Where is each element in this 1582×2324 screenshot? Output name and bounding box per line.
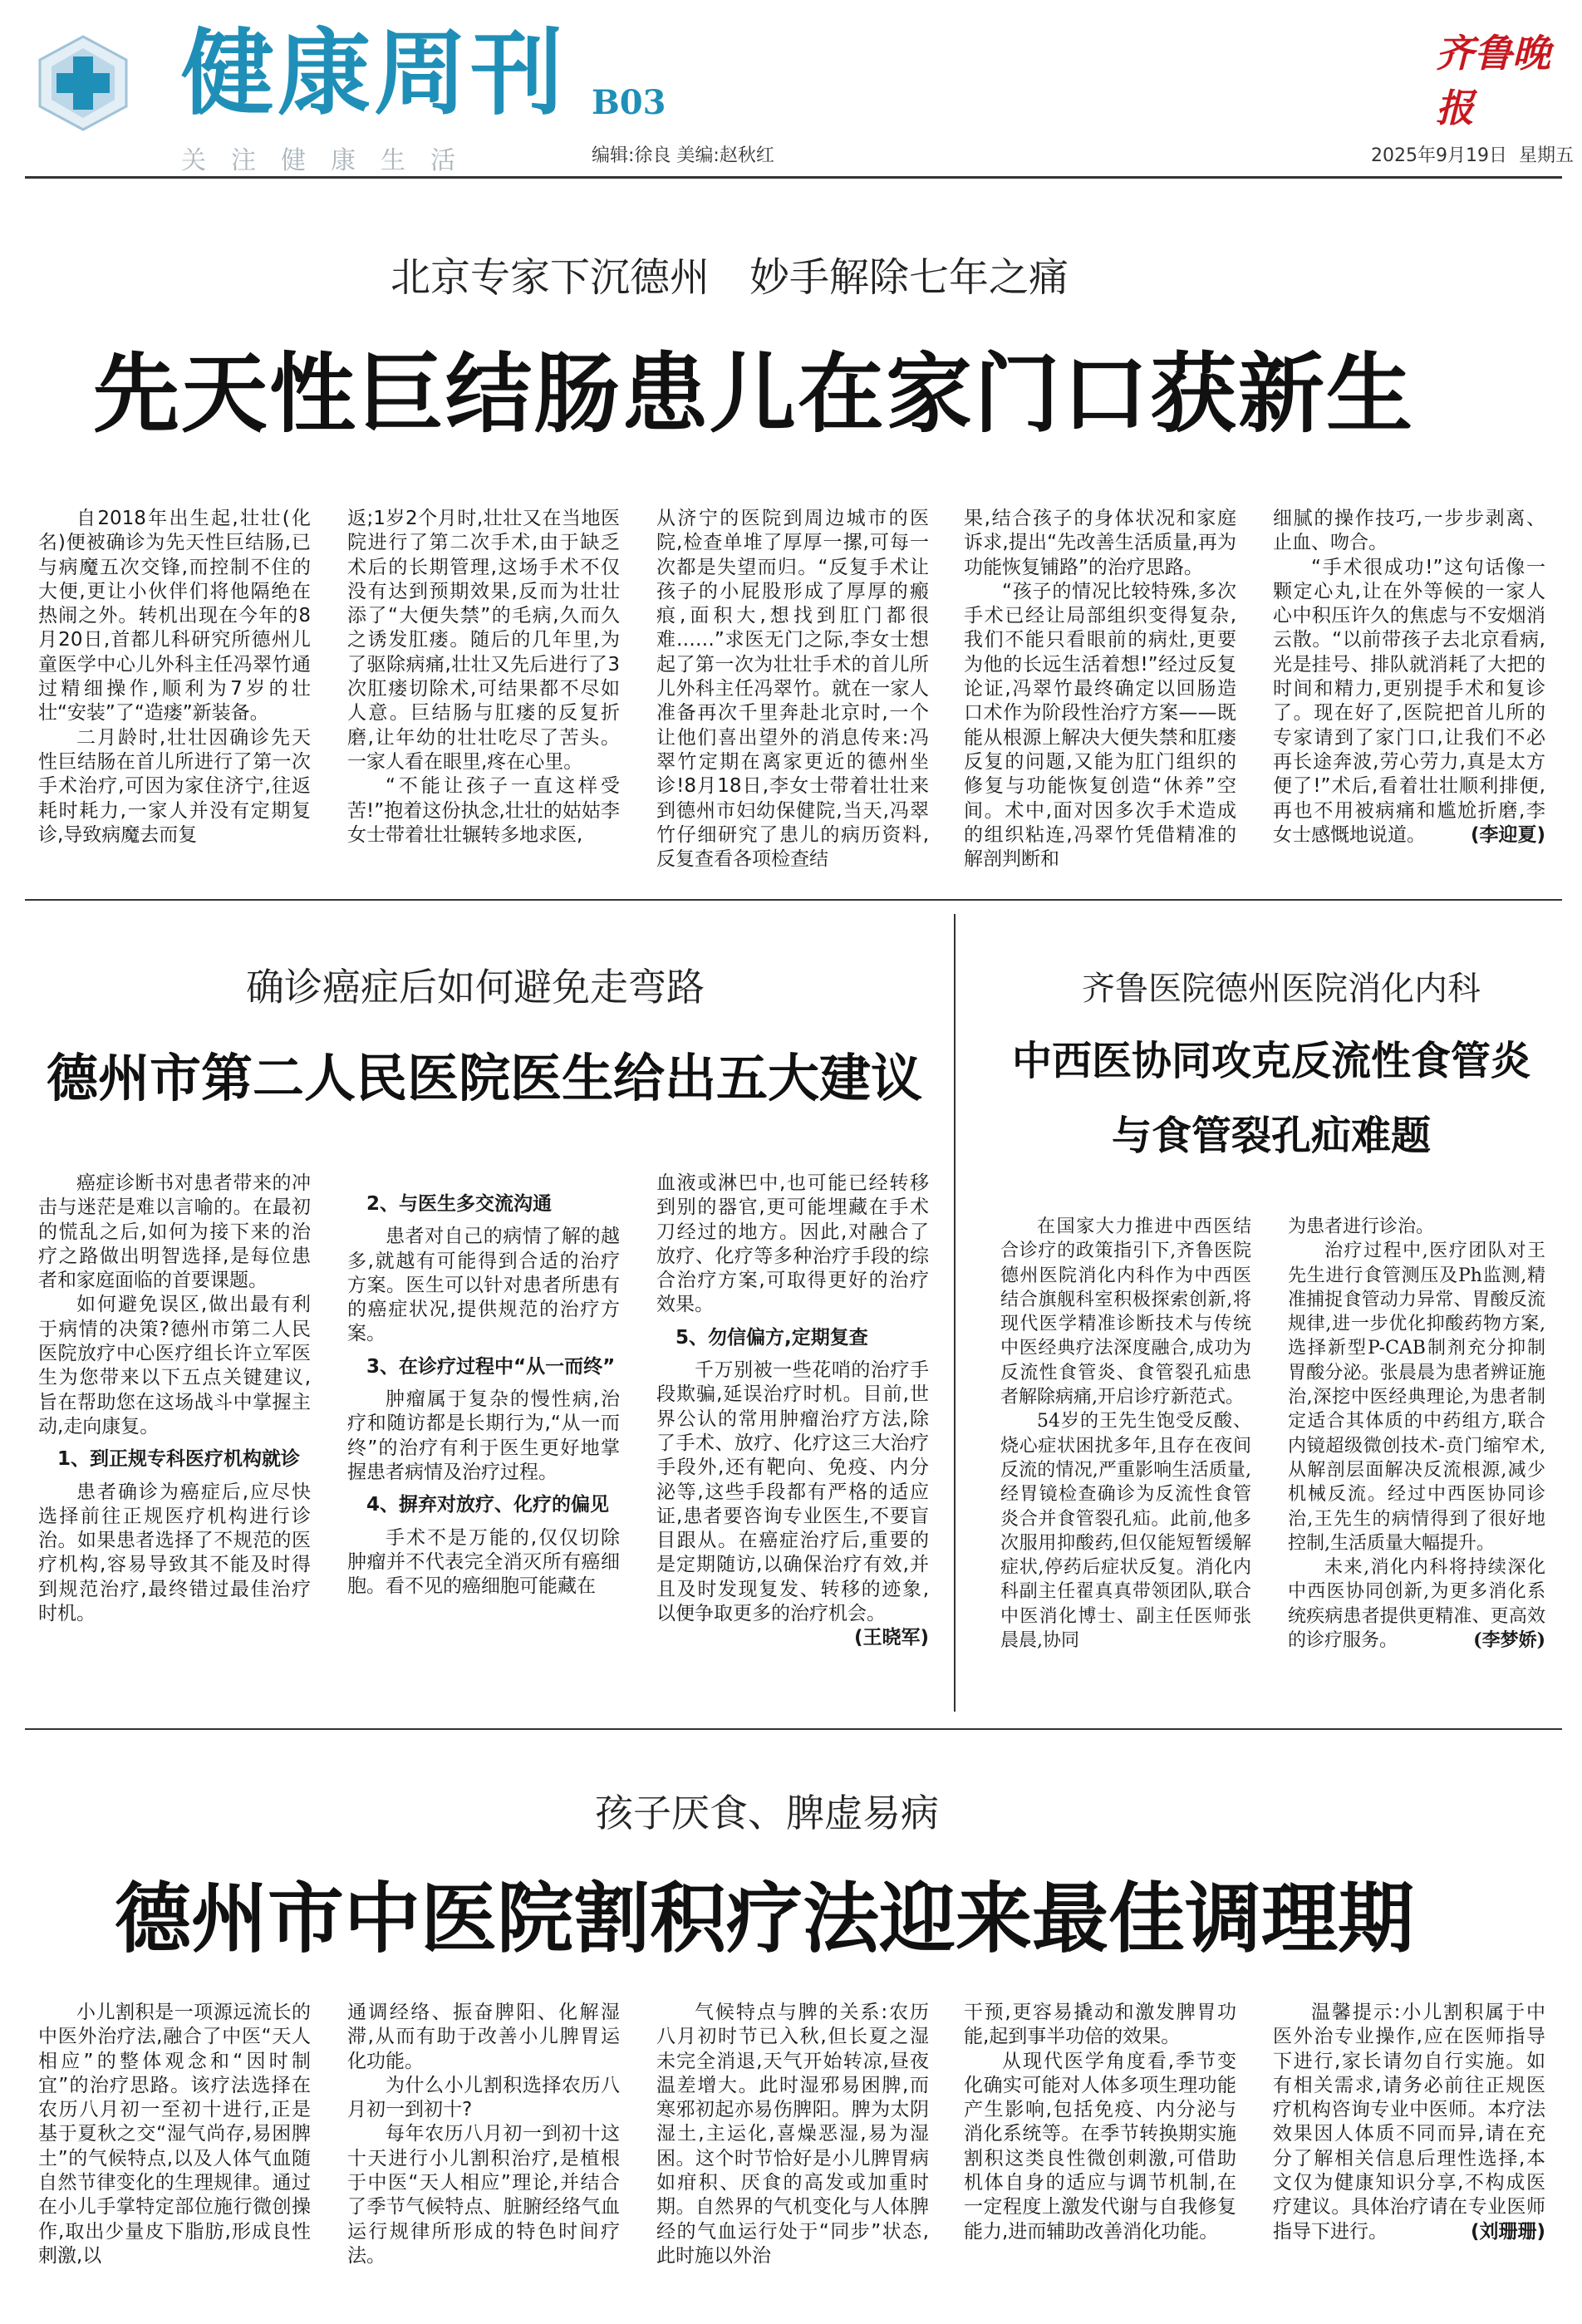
page-number: B03 [592, 83, 666, 122]
article3-headline-line2: 与食管裂孔疝难题 [1112, 1113, 1432, 1159]
article1-byline: (李迎夏) [1470, 823, 1545, 846]
column-divider [954, 914, 956, 1712]
section-slogan: 关注健康生活 [181, 146, 480, 175]
publication-date [1371, 141, 1574, 167]
advice-heading-4: 4、摒弃对放疗、化疗的偏见 [366, 1494, 610, 1516]
article3-column-2: 为患者进行诊治。 治疗过程中,医疗团队对王先生进行食管测压及Ph监测,精准捕捉食管动力异常、胃酸反流规律,进一步优化抑酸药物方案,选择新型P-CAB制剂充分抑制胃酸分泌。张晨晨为患者辨证施治,深挖中医经典理论,为患者制定适合其体质的中药组方,联合内镜超级微创技术-贲门缩窄术,从解剖层面解决反流根源,减少机械反流。经过中西医协同诊治,王先生的病情得到了很好地控制,生活质量大幅提升。 未来,消化内科将持续深化中西医协同创新,为更多消化系统疾病患者提供更精准、更高效的诊疗服务。 (李梦娇) [1288, 1215, 1545, 1695]
article1-column-2: 返;1岁2个月时,壮壮又在当地医院进行了第二次手术,由于缺乏术后的长期管理,这场手术不仅没有达到预期效果,反而为壮壮添了“大便失禁”的毛病,久而久之诱发肛瘘。随后的几年里,为了驱除病痛,壮壮又先后进行了3次肛瘘切除术,可结果都不尽如人意。巨结肠与肛瘘的反复折磨,让年幼的壮壮吃尽了苦头。一家人看在眼里,疼在心里。 “不能让孩子一直这样受苦!”抱着这份执念,壮壮的姑姑李女士带着壮壮辗转多地求医, [347, 508, 620, 846]
section-divider [25, 899, 1562, 901]
article3-kicker: 齐鲁医院德州医院消化内科 [1082, 970, 1481, 1008]
article2-headline: 德州市第二人民医院医生给出五大建议 [47, 1048, 923, 1108]
article1-column-3: 从济宁的医院到周边城市的医院,检查单堆了厚厚一摞,可每一次都是失望而归。“反复手术让孩子的小屁股形成了厚厚的瘢痕,面积大,想找到肛门都很难……”求医无门之际,李女士想起了第一次为壮壮手术的首儿所儿外科主任冯翠竹。就在一家人准备再次千里奔赴北京时,一个让他们喜出望外的消息传来:冯翠竹定期在离家更近的德州坐诊!8月18日,李女士带着壮壮来到德州市妇幼保健院,当天,冯翠竹仔细研究了患儿的病历资料,反复查看各项检查结 [656, 508, 929, 871]
article4-column-5: 温馨提示:小儿割积属于中医外治专业操作,应在医师指导下进行,家长请勿自行实施。如有相关需求,请务必前往正规医疗机构咨询专业中医师。本疗法效果因人体质不同而异,请在充分了解相关信息后理性选择,本文仅为健康知识分享,不构成医疗建议。具体治疗请在专业医师指导下进行。 (刘珊珊) [1273, 2001, 1545, 2296]
article1-column-1: 自2018年出生起,壮壮(化名)便被确诊为先天性巨结肠,已与病魔五次交锋,而控制不住的大便,更让小伙伴们将他隔绝在热闹之外。转机出现在今年的8月20日,首都儿科研究所德州儿童医学中心儿外科主任冯翠竹通过精细操作,顺利为7岁的壮壮“安装”了“造瘘”新装备。 二月龄时,壮壮因确诊先天性巨结肠在首儿所进行了第一次手术治疗,可因为家住济宁,往返耗时耗力,一家人并没有定期复诊,导致病魔去而复 [38, 508, 311, 846]
section-divider [25, 1728, 1562, 1730]
advice-heading-2: 2、与医生多交流沟通 [366, 1193, 553, 1215]
article4-column-4: 干预,更容易撬动和激发脾胃功能,起到事半功倍的效果。 从现代医学角度看,季节变化确实可能对人体多项生理功能产生影响,包括免疫、内分泌与消化系统等。在季节转换期实施割积这类良性微创刺激,可借助机体自身的适应与调节机制,在一定程度上激发代谢与自我修复能力,进而辅助改善消化功能。 [964, 2002, 1236, 2243]
article2-kicker: 确诊癌症后如何避免走弯路 [246, 965, 705, 1010]
advice-heading-1: 1、到正规专科医疗机构就诊 [57, 1448, 301, 1471]
date-text: 2025年9月19日 [1371, 145, 1507, 166]
section-title: 健康周刊 [181, 19, 567, 128]
article3-headline-line1: 中西医协同攻克反流性食管炎 [1012, 1038, 1531, 1084]
article1-kicker: 北京专家下沉德州 妙手解除七年之痛 [391, 254, 1069, 301]
medical-cross-hexagon-icon [33, 33, 133, 133]
newspaper-logo: 齐鲁晚报 [1436, 31, 1550, 130]
editor-credits: 编辑:徐良 美编:赵秋红 [592, 145, 774, 166]
article2-column-1: 癌症诊断书对患者带来的冲击与迷茫是难以言喻的。在最初的慌乱之后,如何为接下来的治疗之路做出明智选择,是每位患者和家庭面临的首要课题。 如何避免误区,做出最有利于病情的决策?德州市第二人民医院放疗中心医疗组长许立军医生为您带来以下五点关键建议,旨在帮助您在这场战斗中掌握主动,走向康复。 1、到正规专科医疗机构就诊 患者确诊为癌症后,应尽快选择前往正规医疗机构进行诊治。如果患者选择了不规范的医疗机构,容易导致其不能及时得到规范治疗,最终错过最佳治疗时机。 [38, 1172, 311, 1625]
weekday-text: 星期五 [1518, 145, 1574, 166]
article4-kicker: 孩子厌食、脾虚易病 [595, 1791, 939, 1835]
article4-headline: 德州市中医院割积疗法迎来最佳调理期 [115, 1874, 1415, 1963]
article1-headline: 先天性巨结肠患儿在家门口获新生 [93, 342, 1415, 445]
article2-column-3: 血液或淋巴中,也可能已经转移到别的器官,更可能埋藏在手术刀经过的地方。因此,对融合了放疗、化疗等多种治疗手段的综合治疗方案,可取得更好的治疗效果。 5、勿信偏方,定期复查 千万别被一些花哨的治疗手段欺骗,延误治疗时机。目前,世界公认的常用肿瘤治疗方法,除了手术、放疗、化疗这三大治疗手段外,还有靶向、免疫、内分泌等,这些手段都有严格的适应证,患者要咨询专业医生,不要盲目跟从。在癌症治疗后,重要的是定期随访,以确保治疗有效,并且及时发现复发、转移的迹象,以便争取更多的治疗机会。 (王晓军) [656, 1172, 929, 1695]
article3-byline: (李梦娇) [1473, 1629, 1545, 1652]
masthead-divider [25, 176, 1562, 179]
article4-column-2: 通调经络、振奋脾阳、化解湿滞,从而有助于改善小儿脾胃运化功能。 为什么小儿割积选择农历八月初一到初十? 每年农历八月初一到初十这十天进行小儿割积治疗,是植根于中医“天人相应”理论,并结合了季节气候特点、脏腑经络气血运行规律所形成的特色时间疗法。 [347, 2002, 620, 2267]
article4-column-1: 小儿割积是一项源远流长的中医外治疗法,融合了中医“天人相应”的整体观念和“因时制宜”的治疗思路。该疗法选择在农历八月初一至初十进行,正是基于夏秋之交“湿气尚存,易困脾土”的气候特点,以及人体气血随自然节律变化的生理规律。通过在小儿手掌特定部位施行微创操作,取出少量皮下脂肪,形成良性刺激,以 [38, 2002, 311, 2267]
article1-column-5: 细腻的操作技巧,一步步剥离、止血、吻合。 “手术很成功!”这句话像一颗定心丸,让在外等候的一家人心中积压许久的焦虑与不安烟消云散。“以前带孩子去北京看病,光是挂号、排队就消耗了大把的时间和精力,更别提手术和复诊了。现在好了,医院把首儿所的专家请到了家门口,让我们不必再长途奔波,劳心劳力,真是太方便了!”术后,看着壮壮顺利排便,再也不用被病痛和尴尬折磨,李女士感慨地说道。 (李迎夏) [1273, 507, 1545, 881]
advice-heading-3: 3、在诊疗过程中“从一而终” [366, 1355, 616, 1378]
article2-byline: (王晓军) [853, 1627, 929, 1649]
advice-heading-5: 5、勿信偏方,定期复查 [676, 1326, 868, 1349]
article2-column-2: 2、与医生多交流沟通 患者对自己的病情了解的越多,就越有可能得到合适的治疗方案。医生可以针对患者所患有的癌症状况,提供规范的治疗方案。 3、在诊疗过程中“从一而终” 肿瘤属于复杂的慢性病,治疗和随访都是长期行为,“从一而终”的治疗有利于医生更好地掌握患者病情及治疗过程。 4、摒弃对放疗、化疗的偏见 手术不是万能的,仅仅切除肿瘤并不代表完全消灭所有癌细胞。看不见的癌细胞可能藏在 [347, 1193, 620, 1598]
article3-column-1: 在国家大力推进中西医结合诊疗的政策指引下,齐鲁医院德州医院消化内科作为中西医结合旗舰科室积极探索创新,将现代医学精准诊断技术与传统中医经典疗法深度融合,成功为反流性食管炎、食管裂孔疝患者解除病痛,开启诊疗新范式。 54岁的王先生饱受反酸、烧心症状困扰多年,且存在夜间反流的情况,严重影响生活质量,经胃镜检查确诊为反流性食管炎合并食管裂孔疝。此前,他多次服用抑酸药,但仅能短暂缓解症状,停药后症状反复。消化内科副主任翟真真带领团队,联合中医消化博士、副主任医师张晨晨,协同 [1000, 1216, 1251, 1652]
article1-column-4: 果,结合孩子的身体状况和家庭诉求,提出“先改善生活质量,再为功能恢复铺路”的治疗思路。 “孩子的情况比较特殊,多次手术已经让局部组织变得复杂,我们不能只看眼前的病灶,更要为他的长远生活着想!”经过反复论证,冯翠竹最终确定以回肠造口术作为阶段性治疗方案——既能从根源上解决大便失禁和肛瘘反复的问题,又能为肛门组织的修复与功能恢复创造“休养”空间。术中,面对因多次手术造成的组织粘连,冯翠竹凭借精准的解剖判断和 [964, 508, 1236, 871]
article4-column-3: 气候特点与脾的关系:农历八月初时节已入秋,但长夏之湿未完全消退,天气开始转凉,昼夜温差增大。此时湿邪易困脾,而寒邪初起亦易伤脾阳。脾为太阴湿土,主运化,喜燥恶湿,易为湿困。这个时节恰好是小儿脾胃病如疳积、厌食的高发或加重时期。自然界的气机变化与人体脾经的气血运行处于“同步”状态,此时施以外治 [656, 2002, 929, 2267]
article4-byline: (刘珊珊) [1470, 2220, 1545, 2243]
